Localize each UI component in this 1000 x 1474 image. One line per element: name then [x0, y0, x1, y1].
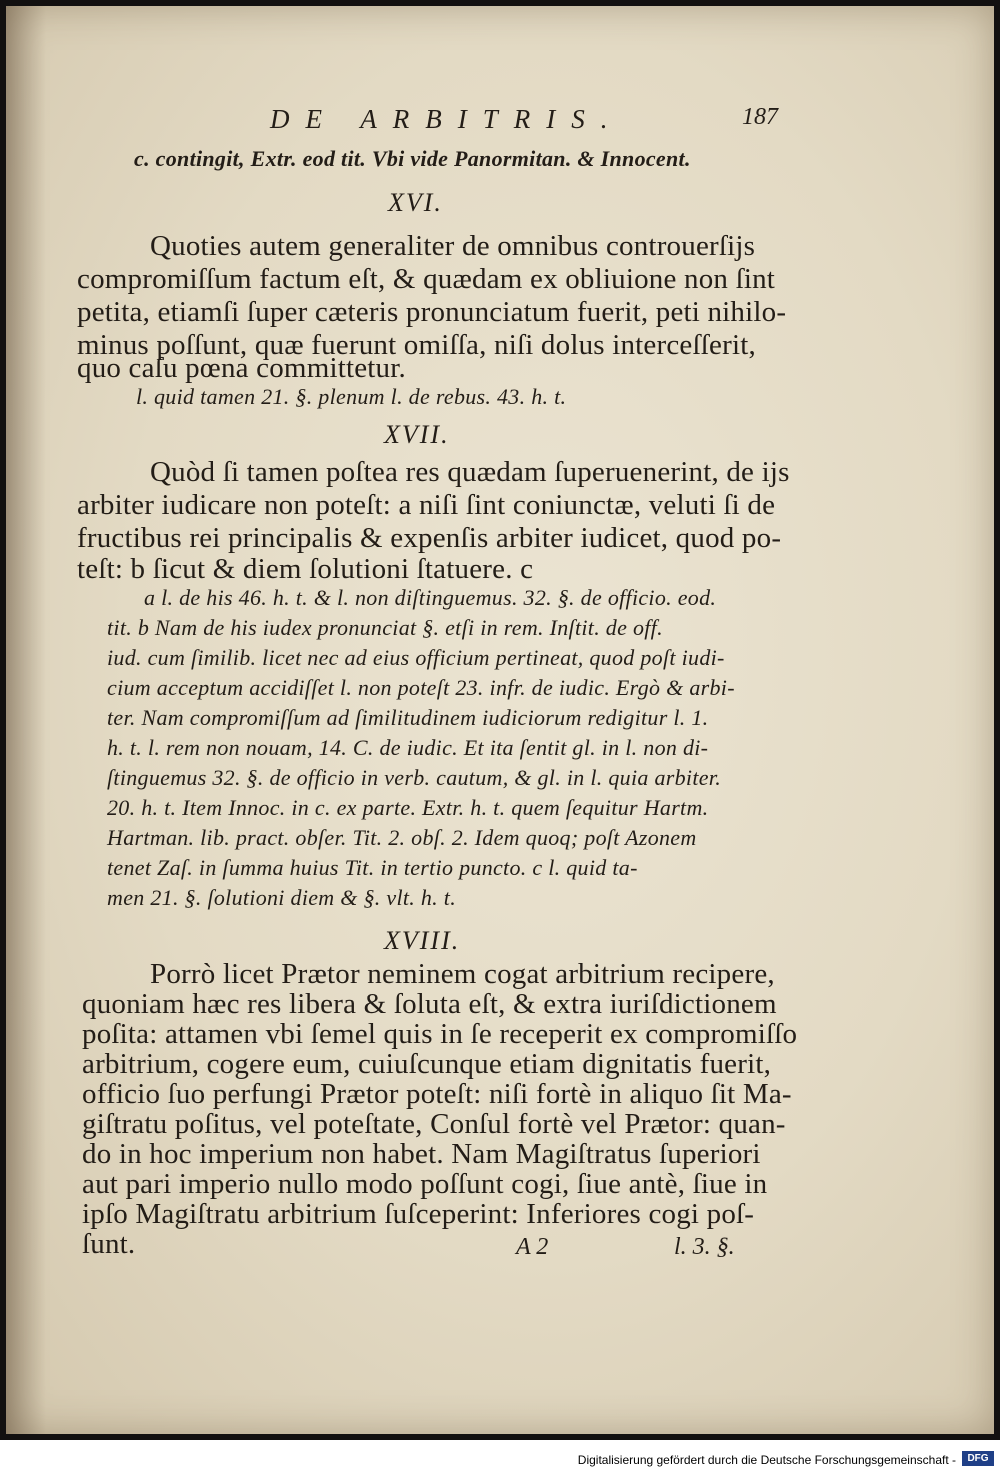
body-line: fructibus rei principalis & expenſis arbiter iudicet, quod po- — [77, 522, 782, 554]
body-line: aut pari imperio nullo modo poſſunt cogi, ſiue antè, ſiue in — [82, 1168, 768, 1200]
page-number: 187 — [742, 104, 778, 130]
page-gutter-shadow — [6, 6, 46, 1434]
section-numeral-xvi: XVI. — [388, 188, 443, 217]
footnote-line: h. t. l. rem non nouam, 14. C. de iudic. Et ita ſentit gl. in l. non di- — [107, 735, 709, 760]
body-line: do in hoc imperium non habet. Nam Magiſtratus ſuperiori — [82, 1138, 761, 1170]
body-line: petita, etiamſi ſuper cæteris pronunciatum fuerit, peti nihilo- — [77, 296, 787, 328]
section-numeral-xvii: XVII. — [384, 420, 450, 449]
body-line: Porrò licet Prætor neminem cogat arbitrium recipere, — [150, 958, 775, 990]
footnote-line: cium acceptum accidiſſet l. non poteſt 23. infr. de iudic. Ergò & arbi- — [107, 675, 735, 700]
footnote-line: ſtinguemus 32. §. de officio in verb. cautum, & gl. in l. quia arbiter. — [107, 765, 722, 790]
body-line: minus poſſunt, quæ fuerunt omiſſa, niſi dolus interceſſerit, — [77, 329, 756, 361]
footnote-line: tenet Zaſ. in ſumma huius Tit. in tertio puncto. c l. quid ta- — [107, 855, 638, 880]
body-line: giſtratu poſitus, vel poteſtate, Conſul fortè vel Prætor: quan- — [82, 1108, 786, 1140]
body-line: Quòd ſi tamen poſtea res quædam ſuperuenerint, de ijs — [150, 456, 790, 488]
digitization-footer — [0, 1440, 1000, 1474]
footnote-line: a l. de his 46. h. t. & l. non diſtinguemus. 32. §. de officio. eod. — [144, 585, 717, 610]
body-line: Quoties autem generaliter de omnibus controuerſijs — [150, 230, 756, 262]
footnote-line: Hartman. lib. pract. obſer. Tit. 2. obſ. 2. Idem quoq; poſt Azonem — [107, 825, 697, 850]
body-line: teſt: b ſicut & diem ſolutioni ſtatuere. c — [77, 553, 534, 585]
body-line: quoniam hæc res libera & ſoluta eſt, & extra iuriſdictionem — [82, 988, 777, 1020]
body-line: poſita: attamen vbi ſemel quis in ſe receperit ex compromiſſo — [82, 1018, 798, 1050]
carryover-citation: c. contingit, Extr. eod tit. Vbi vide Panormitan. & Innocent. — [134, 146, 691, 171]
body-line: ipſo Magiſtratu arbitrium ſuſceperint: Inferiores cogi poſ- — [82, 1198, 755, 1230]
footnote-line: iud. cum ſimilib. licet nec ad eius officium pertineat, quod poſt iudi- — [107, 645, 725, 670]
footnote-line: ter. Nam compromiſſum ad ſimilitudinem iudiciorum redigitur l. 1. — [107, 705, 709, 730]
marginal-note: l. quid tamen 21. §. plenum l. de rebus. 43. h. t. — [136, 384, 567, 409]
running-title: DE ARBITRIS. — [270, 104, 624, 134]
footnote-line: men 21. §. ſolutioni diem & §. vlt. h. t. — [107, 885, 456, 910]
dfg-logo-icon[interactable]: DFG — [962, 1451, 994, 1466]
signature-mark: A 2 — [516, 1234, 549, 1260]
body-line: quo caſu pœna committetur. — [77, 352, 406, 384]
body-line: ſunt. — [82, 1228, 136, 1260]
catchword: l. 3. §. — [674, 1234, 735, 1260]
body-line: compromiſſum factum eſt, & quædam ex obliuione non ſint — [77, 263, 776, 295]
section-numeral-xviii: XVIII. — [384, 926, 461, 955]
body-line: arbiter iudicare non poteſt: a niſi ſint coniunctæ, veluti ſi de — [77, 489, 776, 521]
footnote-line: 20. h. t. Item Innoc. in c. ex parte. Extr. h. t. quem ſequitur Hartm. — [107, 795, 709, 820]
body-line: arbitrium, cogere eum, cuiuſcunque etiam dignitatis fuerit, — [82, 1048, 772, 1080]
footnote-line: tit. b Nam de his iudex pronunciat §. etſi in rem. Inſtit. de off. — [107, 615, 663, 640]
body-line: officio ſuo perfungi Prætor poteſt: niſi fortè in aliquo ſit Ma- — [82, 1078, 792, 1110]
footer-credit: Digitalisierung gefördert durch die Deutsche Forschungsgemeinschaft - — [577, 1453, 956, 1467]
